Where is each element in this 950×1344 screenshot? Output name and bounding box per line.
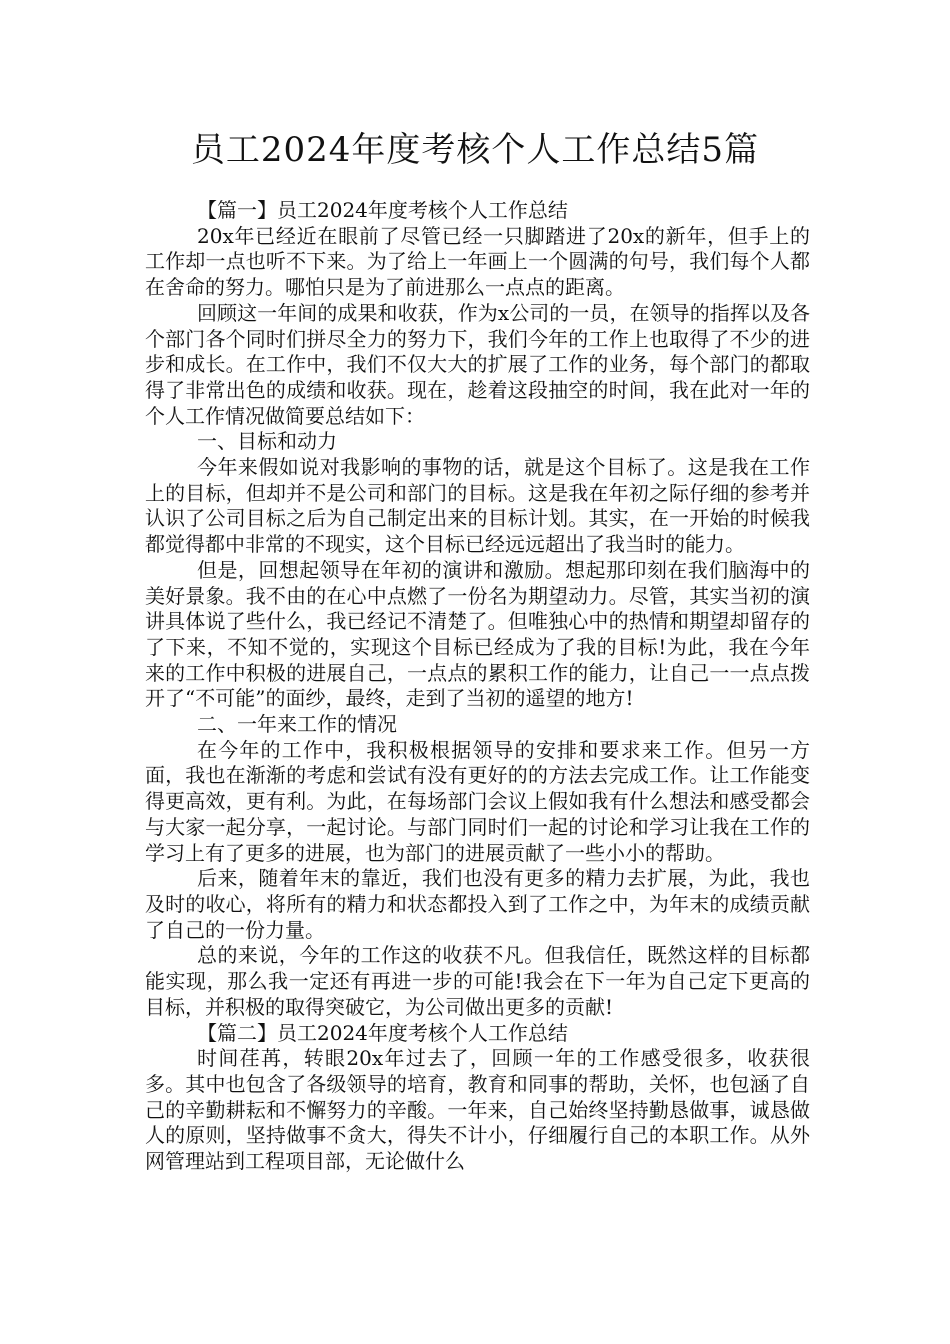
section-heading-part-one: 【篇一】员工2024年度考核个人工作总结: [197, 198, 568, 222]
paragraph: 回顾这一年间的成果和收获，作为x公司的一员，在领导的指挥以及各个部门各个同时们拼尽全力的努力下，我们今年的工作上也取得了不少的进步和成长。在工作中，我们不仅大大的扩展了工作的业务，每个部门的都取得了非常出色的成绩和收获。现在，趁着这段抽空的时间，我在此对一年的个人工作情况做简要总结如下：: [145, 300, 810, 428]
subheading-work-situation: 二、一年来工作的情况: [197, 712, 397, 737]
subheading-goals-motivation: 一、目标和动力: [197, 429, 337, 454]
paragraph: 后来，随着年末的靠近，我们也没有更多的精力去扩展，为此，我也及时的收心，将所有的精力和状态都投入到了工作之中，为年末的成绩贡献了自己的一份力量。: [145, 866, 810, 942]
paragraph: 时间荏苒，转眼20x年过去了，回顾一年的工作感受很多，收获很多。其中也包含了各级领导的培育，教育和同事的帮助，关怀，也包涵了自己的辛勤耕耘和不懈努力的辛酸。一年来，自己始终坚持勤恳做事，诚恳做人的原则，坚持做事不贪大，得失不计小，仔细履行自己的本职工作。从外网管理站到工程项目部，无论做什么: [145, 1046, 810, 1174]
paragraph: 总的来说，今年的工作这的收获不凡。但我信任，既然这样的目标都能实现，那么我一定还有再进一步的可能!我会在下一年为自己定下更高的目标，并积极的取得突破它，为公司做出更多的贡献!: [145, 943, 810, 1019]
paragraph: 在今年的工作中，我积极根据领导的安排和要求来工作。但另一方面，我也在渐渐的考虑和尝试有没有更好的的方法去完成工作。让工作能变得更高效，更有利。为此，在每场部门会议上假如我有什么想法和感受都会与大家一起分享，一起讨论。与部门同时们一起的讨论和学习让我在工作的学习上有了更多的进展，也为部门的进展贡献了一些小小的帮助。: [145, 737, 810, 865]
document-body: [145, 198, 810, 1175]
paragraph: 但是，回想起领导在年初的演讲和激励。想起那印刻在我们脑海中的美好景象。我不由的在心中点燃了一份名为期望动力。尽管，其实当初的演讲具体说了些什么，我已经记不清楚了。但唯独心中的热情和期望却留存的了下来，不知不觉的，实现这个目标已经成为了我的目标!为此，我在今年来的工作中积极的进展自己，一点点的累积工作的能力，让自己一一点点拨开了“不可能”的面纱，最终，走到了当初的遥望的地方!: [145, 557, 810, 711]
section-heading-part-two: 【篇二】员工2024年度考核个人工作总结: [197, 1020, 568, 1045]
paragraph: 20x年已经近在眼前了尽管已经一只脚踏进了20x的新年，但手上的工作却一点也听不下来。为了给上一年画上一个圆满的句号，我们每个人都在舍命的努力。哪怕只是为了前进那么一点点的距离。: [145, 223, 810, 300]
document-title: 员工2024年度考核个人工作总结5篇: [190, 130, 760, 170]
paragraph: 今年来假如说对我影响的事物的话，就是这个目标了。这是我在工作上的目标，但却并不是公司和部门的目标。这是我在年初之际仔细的参考并认识了公司目标之后为自己制定出来的目标计划。其实，在一开始的时候我都觉得都中非常的不现实，这个目标已经远远超出了我当时的能力。: [145, 455, 810, 557]
